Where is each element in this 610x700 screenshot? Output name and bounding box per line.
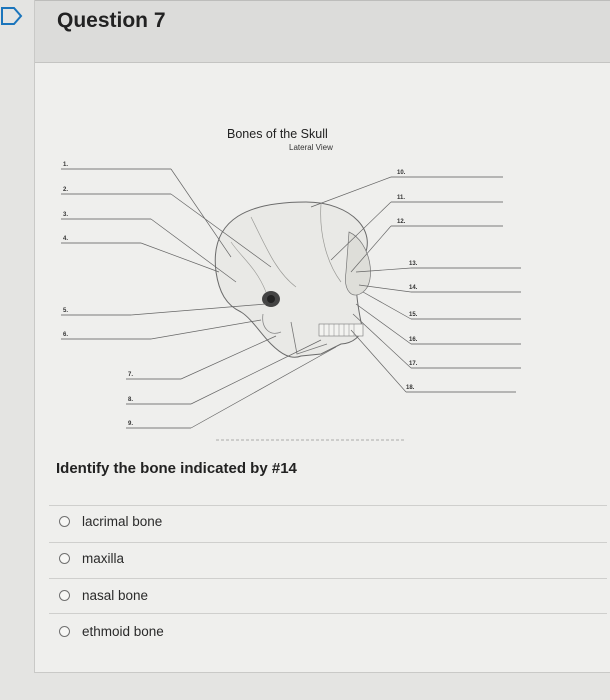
question-title: Question 7 [57, 9, 166, 32]
label-number-1: 1. [63, 162, 69, 168]
question-header [35, 0, 610, 63]
label-number-14: 14. [409, 285, 418, 291]
radio-button[interactable] [59, 590, 70, 601]
label-number-16: 16. [409, 337, 418, 343]
question-card [34, 0, 610, 673]
label-number-13: 13. [409, 261, 418, 267]
question-prompt: Identify the bone indicated by #14 [56, 460, 297, 477]
label-number-12: 12. [397, 219, 406, 225]
radio-button[interactable] [59, 553, 70, 564]
label-number-7: 7. [128, 372, 134, 378]
radio-button[interactable] [59, 626, 70, 637]
skull-illustration [215, 202, 370, 357]
label-number-3: 3. [63, 212, 69, 218]
divider [49, 578, 607, 579]
option-ethmoid-bone[interactable] [59, 620, 164, 642]
option-label: ethmoid bone [82, 623, 164, 639]
label-number-9: 9. [128, 421, 134, 427]
label-number-10: 10. [397, 170, 406, 176]
label-number-8: 8. [128, 397, 134, 403]
label-number-11: 11. [397, 195, 406, 201]
label-number-6: 6. [63, 332, 69, 338]
skull-diagram [63, 122, 531, 452]
label-number-2: 2. [63, 187, 69, 193]
figure-subtitle: Lateral View [289, 143, 333, 152]
option-label: lacrimal bone [82, 513, 163, 529]
flag-icon[interactable] [0, 6, 24, 26]
divider [49, 542, 607, 543]
option-label: nasal bone [82, 587, 149, 603]
label-number-15: 15. [409, 312, 418, 318]
option-lacrimal-bone[interactable] [59, 510, 162, 532]
header-top-rule [35, 0, 610, 1]
option-maxilla[interactable] [59, 547, 124, 569]
divider [49, 613, 607, 614]
label-number-4: 4. [63, 236, 69, 242]
label-number-5: 5. [63, 308, 69, 314]
radio-button[interactable] [59, 516, 70, 527]
label-number-17: 17. [409, 361, 418, 367]
option-label: maxilla [82, 550, 125, 566]
option-nasal-bone[interactable] [59, 584, 148, 606]
divider [49, 505, 607, 506]
label-number-18: 18. [406, 385, 415, 391]
figure-title: Bones of the Skull [227, 127, 328, 141]
